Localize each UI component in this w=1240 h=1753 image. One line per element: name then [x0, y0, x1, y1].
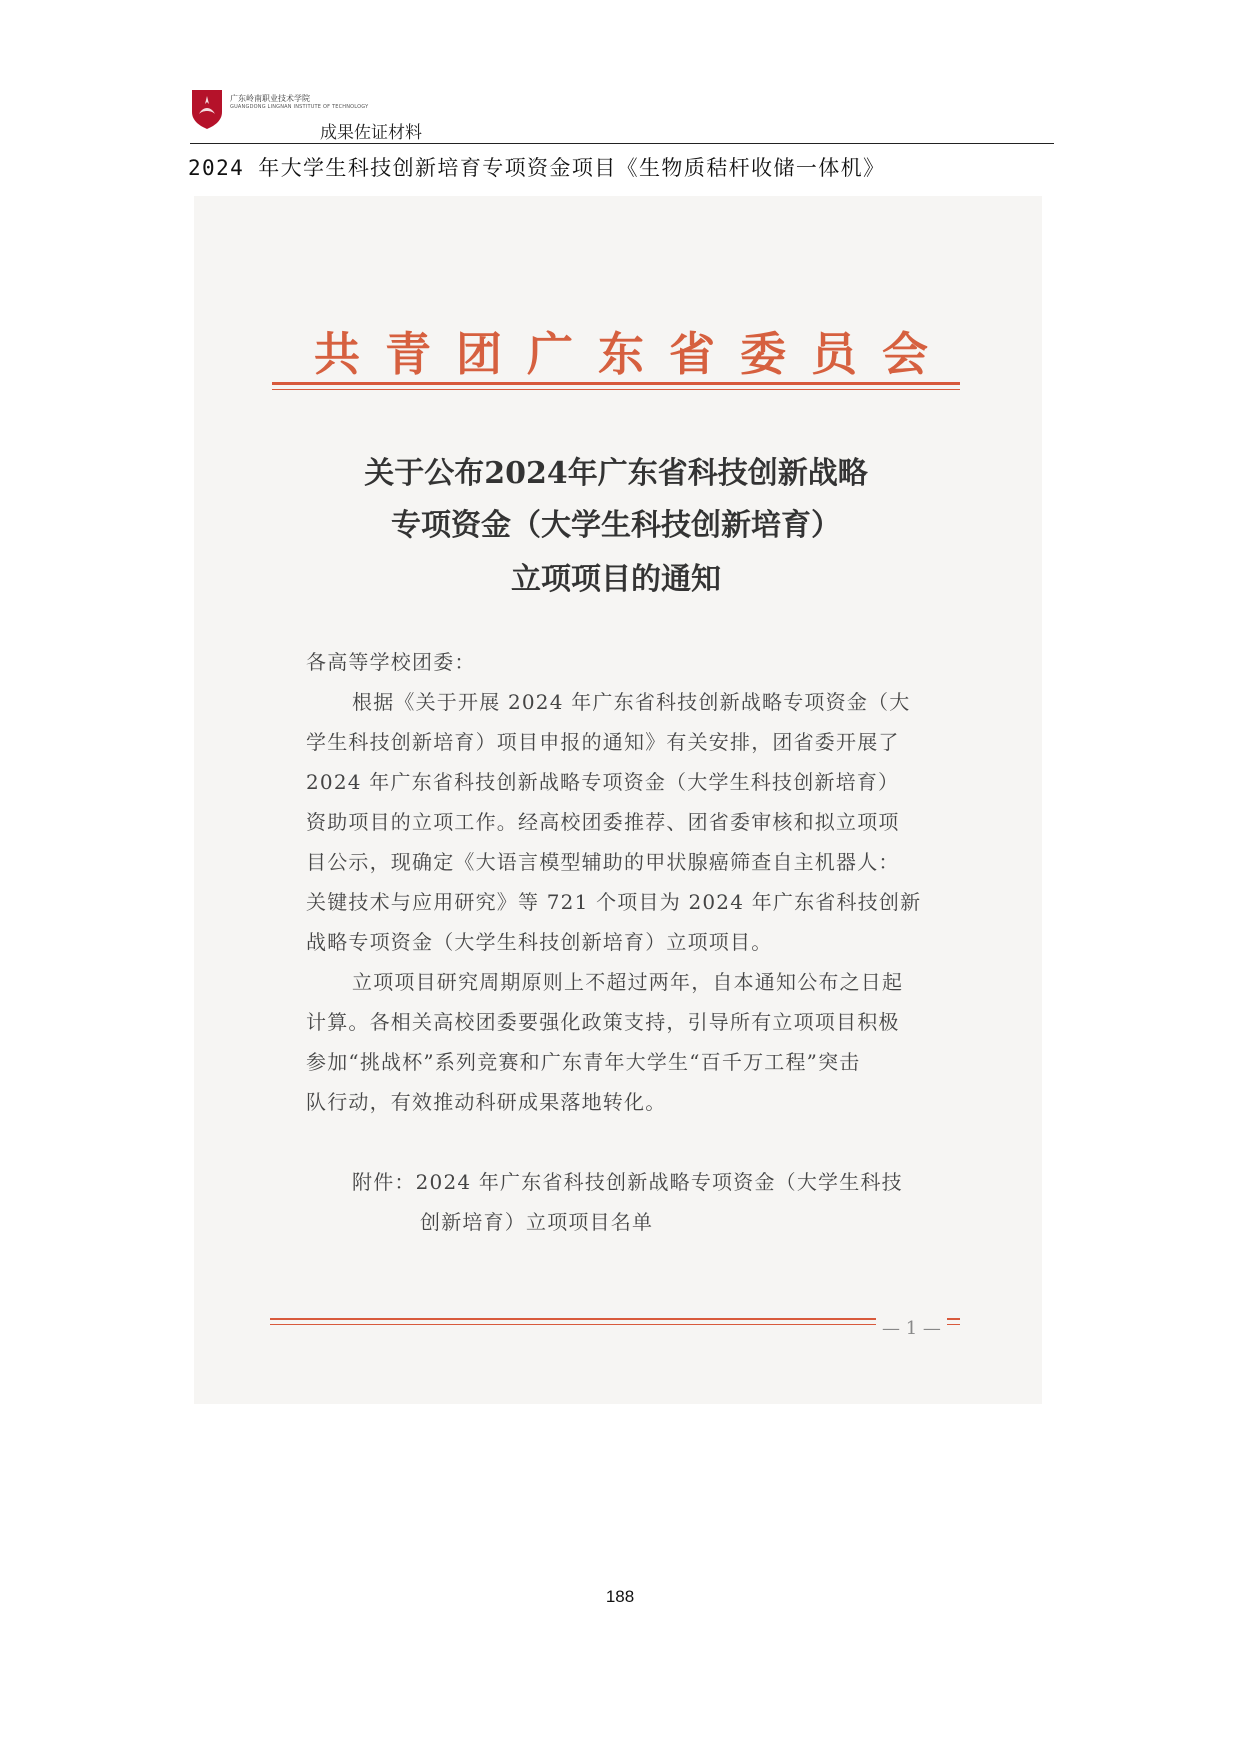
document-header [190, 88, 1054, 144]
paragraph-line: 2024 年广东省科技创新战略专项资金（大学生科技创新培育） [306, 770, 900, 794]
paragraph-line: 立项项目研究周期原则上不超过两年，自本通知公布之日起 [352, 970, 904, 994]
school-english-name: GUANGDONG LINGNAN INSTITUTE OF TECHNOLOGY [230, 104, 369, 110]
red-divider-bottom [270, 1318, 960, 1320]
red-divider-top [272, 382, 960, 385]
scan-page-mark: — 1 — [876, 1318, 947, 1339]
notice-title-line: 立项项目的通知 [511, 562, 721, 597]
attachment-line: 创新培育）立项项目名单 [420, 1210, 654, 1234]
paragraph-line: 参加“挑战杯”系列竞赛和广东青年大学生“百千万工程”突击 [306, 1050, 861, 1074]
issuing-organization: 共青团广东省委员会 [314, 327, 953, 381]
notice-title-line: 关于公布2024年广东省科技创新战略 [364, 456, 868, 491]
paragraph-line: 队行动，有效推动科研成果落地转化。 [306, 1090, 667, 1114]
school-logo [190, 88, 224, 130]
attachment-line: 附件：2024 年广东省科技创新战略专项资金（大学生科技 [352, 1170, 903, 1194]
paragraph-line: 资助项目的立项工作。经高校团委推荐、团省委审核和拟立项项 [306, 810, 900, 834]
paragraph-line: 根据《关于开展 2024 年广东省科技创新战略专项资金（大 [352, 690, 911, 714]
paragraph-line: 关键技术与应用研究》等 721 个项目为 2024 年广东省科技创新 [306, 890, 922, 914]
school-name: 广东岭南职业技术学院 [230, 94, 310, 103]
paragraph-line: 战略专项资金（大学生科技创新培育）立项项目。 [306, 930, 773, 954]
salutation-text: 各高等学校团委： [306, 650, 476, 674]
red-divider-bottom-thin [270, 1324, 960, 1325]
paragraph-line: 学生科技创新培育）项目申报的通知》有关安排，团省委开展了 [306, 730, 900, 754]
paragraph-line: 计算。各相关高校团委要强化政策支持，引导所有立项项目积极 [306, 1010, 900, 1034]
red-divider-top-thin [272, 389, 960, 390]
notice-title-line: 专项资金（大学生科技创新培育） [391, 508, 841, 543]
project-title: 2024 年大学生科技创新培育专项资金项目《生物质秸杆收储一体机》 [188, 156, 886, 180]
header-label: 成果佐证材料 [320, 123, 422, 143]
header-divider [190, 143, 1054, 144]
paragraph-line: 目公示，现确定《大语言模型辅助的甲状腺癌筛查自主机器人： [306, 850, 900, 874]
page-number: 188 [605, 1587, 635, 1606]
